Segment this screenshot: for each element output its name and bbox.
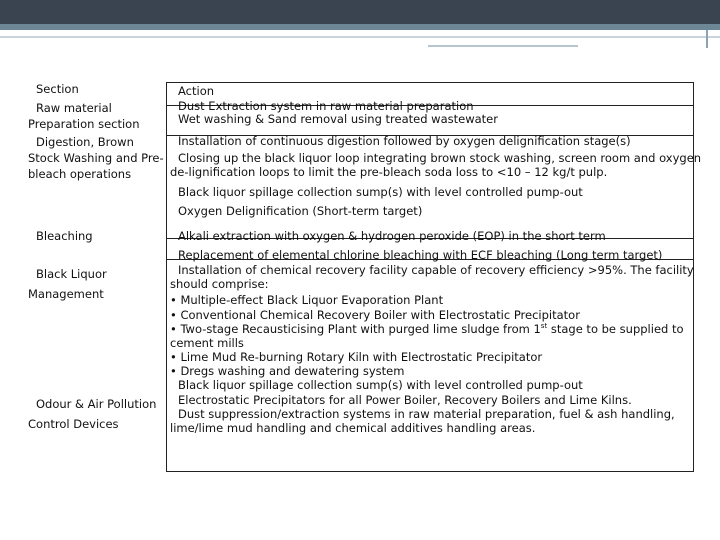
- action-bullet: • Dregs washing and dewatering system: [170, 364, 405, 378]
- section-raw-material: Raw material: [36, 101, 112, 115]
- section-digestion-3: bleach operations: [28, 167, 132, 181]
- action-text: cement mills: [170, 336, 244, 350]
- section-digestion-2: Stock Washing and Pre-: [28, 151, 164, 165]
- title-bar-accent: [0, 24, 720, 30]
- section-odour-2: Control Devices: [28, 417, 119, 431]
- action-text: Installation of continuous digestion followed by oxygen delignification stage(s): [178, 134, 631, 148]
- action-text: Alkali extraction with oxygen & hydrogen peroxide (EOP) in the short term: [178, 229, 606, 243]
- action-text: Closing up the black liquor loop integrating brown stock washing, screen room and oxygen: [178, 151, 702, 165]
- section-black-liquor: Black Liquor: [36, 267, 107, 281]
- action-text: should comprise:: [170, 277, 269, 291]
- section-header: Section: [36, 82, 79, 96]
- action-text: Installation of chemical recovery facility capable of recovery efficiency >95%. The facility: [178, 263, 694, 277]
- section-black-liquor-2: Management: [28, 287, 104, 301]
- section-raw-material-2: Preparation section: [28, 117, 140, 131]
- action-text: Electrostatic Precipitators for all Power Boiler, Recovery Boilers and Lime Kilns.: [178, 393, 632, 407]
- action-bullet: • Two-stage Recausticising Plant with purged lime sludge from 1st stage to be supplied to: [170, 322, 684, 336]
- title-bar: [0, 0, 720, 24]
- divider-line: [0, 36, 720, 38]
- action-text: Wet washing & Sand removal using treated wastewater: [178, 112, 498, 126]
- action-text: Black liquor spillage collection sump(s) with level controlled pump-out: [178, 378, 583, 392]
- action-header: Action: [178, 84, 215, 98]
- action-text: Replacement of elemental chlorine bleaching with ECF bleaching (Long term target): [178, 248, 663, 262]
- section-bleaching: Bleaching: [36, 229, 93, 243]
- section-odour: Odour & Air Pollution: [36, 397, 157, 411]
- section-digestion: Digestion, Brown: [36, 135, 134, 149]
- action-text: Dust Extraction system in raw material preparation: [178, 99, 474, 113]
- action-text: Oxygen Delignification (Short-term target): [178, 204, 423, 218]
- action-text: Black liquor spillage collection sump(s) with level controlled pump-out: [178, 185, 583, 199]
- divider-tick: [706, 30, 708, 48]
- action-bullet: • Multiple-effect Black Liquor Evaporation Plant: [170, 293, 444, 307]
- action-text: lime/lime mud handling and chemical additives handling areas.: [170, 421, 536, 435]
- divider-line: [428, 45, 578, 47]
- action-bullet: • Conventional Chemical Recovery Boiler with Electrostatic Precipitator: [170, 308, 580, 322]
- action-bullet: • Lime Mud Re-burning Rotary Kiln with Electrostatic Precipitator: [170, 350, 543, 364]
- action-text: de-lignification loops to limit the pre-bleach soda loss to <10 – 12 kg/t pulp.: [170, 165, 608, 179]
- action-text: Dust suppression/extraction systems in raw material preparation, fuel & ash handling,: [178, 407, 675, 421]
